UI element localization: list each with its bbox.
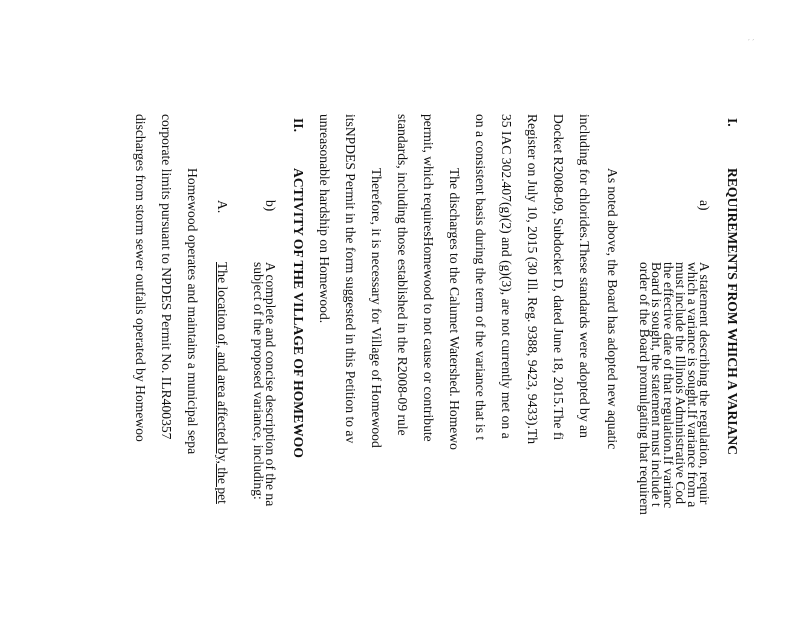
item-b-line-2: subject of the proposed variance, including:	[251, 262, 266, 500]
item-a-line-6: order of the Board promulgating that requirem	[637, 262, 652, 515]
paragraph-1-line-5: 35 IAC 302.407(g)(2) and (g)(3), are not currently met on a	[499, 114, 514, 439]
paragraph-1-line-4: Register on July 10, 2015 (30 Ill. Reg. 9388, 9423, 9433).Th	[525, 114, 540, 445]
item-A-text: The location of, and area affected by, the pet	[215, 262, 230, 504]
item-a-line-1: A statement describing the regulation, requir	[697, 262, 712, 505]
paragraph-2-line-2: permit, which requiresHomewood to not cause or contribute	[421, 114, 436, 442]
rotated-document	[99, 114, 739, 618]
item-A-label: A.	[215, 200, 230, 214]
paragraph-4-line-3: discharges from storm sewer outfalls operated by Homewoo	[133, 114, 148, 442]
paragraph-1-line-6: on a consistent basis during the term of the variance that is t	[473, 114, 488, 441]
item-b-line-1: A complete and concise description of the na	[263, 262, 278, 507]
item-b-label: b)	[263, 200, 278, 212]
paragraph-3-line-1: Therefore, it is necessary for Village of Homewood	[369, 168, 384, 448]
scan-artifact: ′ ′	[748, 38, 755, 47]
paragraph-1-line-3: Docket R2008-09, Subdocket D, dated June 18, 2015.The fi	[551, 114, 566, 441]
item-a-line-2: which a variance is sought.If variance from a	[685, 262, 700, 508]
item-a-label: a)	[697, 200, 712, 211]
paragraph-1-line-1: As noted above, the Board has adopted new aquatic	[605, 168, 620, 450]
paragraph-2-line-1: The discharges to the Calumet Watershed. Homewo	[447, 168, 462, 450]
section-i-heading: REQUIREMENTS FROM WHICH A VARIANC	[725, 168, 740, 456]
paragraph-3-line-2: itsNPDES Permit in the form suggested in this Petition to av	[343, 114, 358, 444]
paragraph-1-line-2: including for chlorides.These standards were adopted by an	[577, 114, 592, 438]
section-i-numeral: I.	[725, 118, 740, 127]
paragraph-4-line-2: corporate limits pursuant to NPDES Permit No. ILR400357	[159, 114, 174, 440]
item-a-line-5: Board is sought, the statement must include t	[649, 262, 664, 507]
paragraph-2-line-3: standards, including those established in the R2008-09 rule	[395, 114, 410, 436]
item-a-line-4: the effective date of that regulation.If varianc	[661, 262, 676, 509]
paragraph-3-line-3: unreasonable hardship on Homewood.	[317, 114, 332, 324]
paragraph-4-line-1: Homewood operates and maintains a municipal sepa	[185, 168, 200, 455]
item-a-line-3: must include the Illinois Administrative Cod	[673, 262, 688, 505]
section-ii-heading: ACTIVITY OF THE VILLAGE OF HOMEWOO	[291, 168, 306, 458]
section-ii-numeral: II.	[291, 118, 306, 132]
